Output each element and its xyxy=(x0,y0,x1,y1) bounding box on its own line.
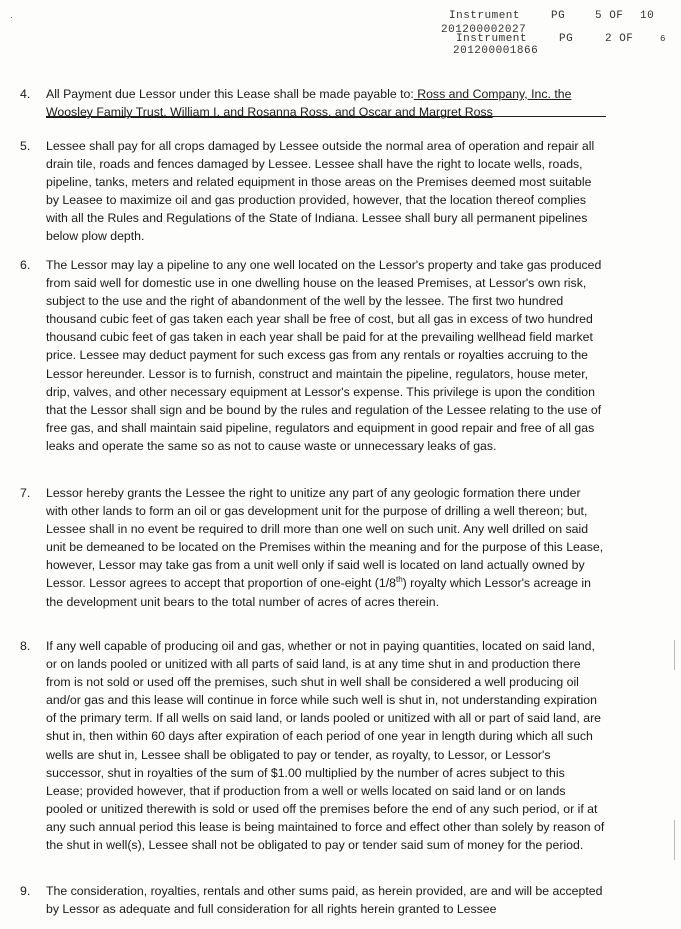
clause-9 xyxy=(20,882,605,918)
instrument-stamp-2-page: 2 OF xyxy=(605,33,634,45)
clause-5 xyxy=(20,137,605,246)
instrument-stamp-1-pg: PG xyxy=(551,10,566,22)
payee-underline xyxy=(46,116,606,117)
instrument-stamp-1-label: Instrument xyxy=(449,10,521,22)
clause-text: The consideration, royalties, rentals and other sums paid, as herein provided, are and will be accepted by Lessor as adequate and full consideration for all rights herein granted to Lessee xyxy=(46,884,603,917)
scan-edge-mark xyxy=(674,640,675,670)
scan-edge-mark xyxy=(674,820,675,860)
ordinal-superscript: th xyxy=(396,575,403,585)
clause-text: Lessee shall pay for all crops damaged by Lessee outside the normal area of operation and repair all drain tile, roads and fences damaged by Lessee. Lessee shall have the right to locate wells, roads, pipeline, tanks, meters and related equipment in those areas on the Premises deemed most suitable by Leasee to maximize oil and gas production provided, however, that the location thereof complies with all the Rules and Regulations of the State of Indiana. Lessee shall bury all permanent pipelines below plow depth. xyxy=(46,139,595,244)
clause-text: If any well capable of producing oil and gas, whether or not in paying quantities, located on said land, or on lands pooled or unitized with all parts of said land, is at any time shut in and production there from is not sold or used off the premises, such shut in well shall be considered a well producing oil and/or gas and this lease will continue in force while such well is shut in, not understanding expiration of the primary term. If all wells on said land, or lands pooled or unitized with all or part of said land, are shut in, then within 60 days after expiration of each period of one year in length during which all such wells are shut in, Lessee shall be obligated to pay or tender, as royalty, to Lessor, or Lessor's successor, shut in royalties of the sum of $1.00 multiplied by the number of acres subject to this Lease; provided however, that if production from a well or wells located on said land or on lands pooled or unitized therewith is sold or used off the premises before the end of any such period, or if at any such annual period this lease is being maintained to force and effect other than solely by reason of the shut in well(s), Lessee shall not be obligated to pay or tender said sum of money for the period. xyxy=(46,639,605,853)
instrument-stamp-1-total: 10 xyxy=(640,10,655,22)
clause-text-continued: ) royalty which Lessor's acreage in the development unit bears to the total number of acres of acres therein. xyxy=(46,576,591,609)
clause-number: 5. xyxy=(20,139,31,153)
instrument-stamp-2-pg: PG xyxy=(559,33,574,45)
instrument-stamp-2-label: Instrument xyxy=(456,33,528,45)
clause-text: The Lessor may lay a pipeline to any one well located on the Lessor's property and take gas produced from said well for domestic use in one dwelling house on the leased Premises, at Lessor's own risk, subject to the use and the right of abandonment of the well by the lessee. The first two hundred thousand cubic feet of gas taken each year shall be free of cost, but all gas in excess of two hundred thousand cubic feet of gas taken in each year shall be paid for at the prevailing wellhead field market price. Lessee may deduct payment for such excess gas from any rentals or royalties accruing to the Lessor hereunder. Lessor is to furnish, construct and maintain the pipeline, regulators, house meter, drip, valves, and other necessary equipment at Lessor's expense. This privilege is upon the condition that the Lessor shall sign and be bound by the rules and regulation of the Lessee relating to the use of free gas, and shall maintain said pipeline, regulators and equipment in good repair and free of all gas leaks and operate the same so as not to cause waste or unnecessary leaks of gas. xyxy=(46,258,602,453)
instrument-stamp-1-page: 5 OF xyxy=(595,10,624,22)
instrument-stamp-2-total: 6 xyxy=(660,34,666,44)
clause-text: All Payment due Lessor under this Lease shall be made payable to: xyxy=(46,87,414,101)
clause-number: 8. xyxy=(20,639,31,653)
clause-8 xyxy=(20,637,605,854)
clause-number: 7. xyxy=(20,486,31,500)
clause-7 xyxy=(20,484,605,611)
clause-number: 9. xyxy=(20,884,31,898)
clause-number: 6. xyxy=(20,258,31,272)
clause-6 xyxy=(20,256,605,455)
clause-number: 4. xyxy=(20,87,31,101)
payee-names: Ross and Company, Inc. the Woosley Family Trust, William I. and Rosanna Ross, and Oscar and Margret Ross xyxy=(46,87,572,120)
instrument-stamp-1-number: 201200002027 xyxy=(441,24,527,36)
clause-text: Lessor hereby grants the Lessee the right to unitize any part of any geologic formation there under with other lands to form an oil or gas development unit for the purpose of drilling a well thereon; but, Lessee shall in no event be required to drill more than one well on such unit. Any well drilled on said unit be demeaned to be located on the Premises within the meaning and for the purpose of this Lease, however, Lessor may take gas from a unit well only if said well is located on land actually owned by Lessor. Lessor agrees to accept that proportion of one-eight (1/8 xyxy=(46,486,604,591)
scan-speck: · xyxy=(10,12,13,22)
instrument-stamp-2-number: 201200001866 xyxy=(453,45,539,57)
